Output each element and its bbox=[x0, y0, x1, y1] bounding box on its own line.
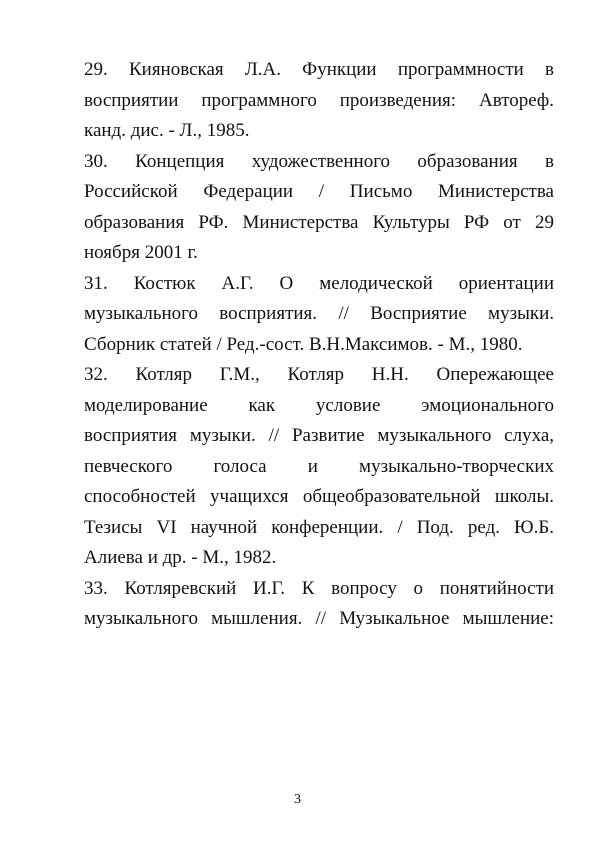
reference-line: музыкального восприятия. // Восприятие музыки. bbox=[84, 303, 554, 324]
reference-line: Алиева и др. - М., 1982. bbox=[84, 547, 277, 568]
reference-entry-31 bbox=[84, 269, 554, 361]
reference-line: канд. дис. - Л., 1985. bbox=[84, 120, 250, 141]
reference-line: певческого голоса и музыкально-творческих bbox=[84, 455, 554, 477]
reference-line: 32. Котляр Г.М., Котляр Н.Н. Опережающее bbox=[84, 364, 554, 385]
reference-entry-30 bbox=[84, 147, 554, 269]
reference-line: музыкального мышления. // Музыкальное мышление: bbox=[84, 608, 554, 629]
page-number: 3 bbox=[294, 792, 301, 807]
reference-line: восприятии программного произведения: Автореф. bbox=[84, 89, 554, 111]
reference-line: Российской Федерации / Письмо Министерства bbox=[84, 181, 554, 202]
reference-line: 30. Концепция художественного образования в bbox=[84, 150, 554, 172]
reference-entry-33 bbox=[84, 574, 554, 635]
reference-line: 29. Кияновская Л.А. Функции программности в bbox=[84, 59, 554, 80]
reference-line: Сборник статей / Ред.-сост. В.Н.Максимов. - М., 1980. bbox=[84, 333, 523, 355]
reference-line: ноября 2001 г. bbox=[84, 242, 198, 263]
reference-line: Тезисы VI научной конференции. / Под. ред. Ю.Б. bbox=[84, 516, 554, 538]
reference-line: 31. Костюк А.Г. О мелодической ориентации bbox=[84, 272, 554, 294]
reference-line: 33. Котляревский И.Г. К вопросу о понятийности bbox=[84, 577, 554, 599]
reference-line: восприятия музыки. // Развитие музыкального слуха, bbox=[84, 425, 554, 446]
reference-line: образования РФ. Министерства Культуры РФ от 29 bbox=[84, 211, 554, 233]
bibliography-list bbox=[84, 55, 554, 635]
reference-entry-29 bbox=[84, 55, 554, 147]
reference-line: моделирование как условие эмоционального bbox=[84, 394, 554, 416]
reference-line: способностей учащихся общеобразовательной школы. bbox=[84, 486, 554, 507]
reference-entry-32 bbox=[84, 360, 554, 574]
